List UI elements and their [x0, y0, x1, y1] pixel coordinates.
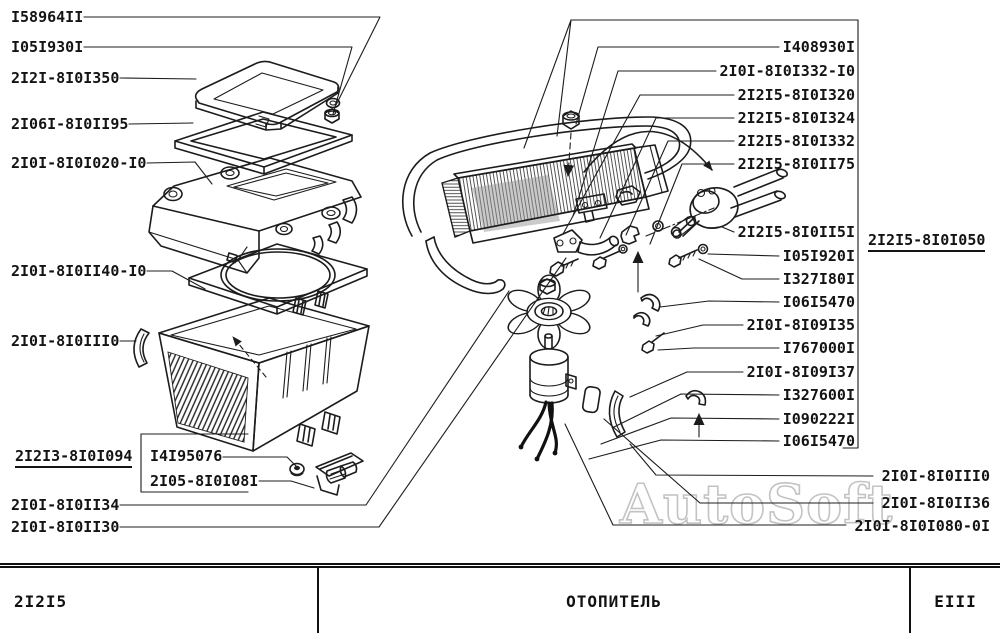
part-number-label: 2I0I-8I09I37	[746, 363, 855, 381]
handle-left	[134, 329, 149, 367]
part-number-label: 2I06I-8I0II95	[11, 115, 129, 133]
part-number-label: I05I930I	[11, 38, 84, 56]
part-number-label: 2I0I-8I0II40-I0	[11, 262, 147, 280]
part-number-label: I327600I	[782, 386, 855, 404]
assembly-number-right: 2I2I5-8I0I050	[868, 231, 985, 252]
upper-housing	[149, 158, 361, 273]
motor-pad	[582, 386, 601, 413]
section-title: ОТОПИТЕЛЬ	[566, 592, 662, 611]
part-number-label: 2I0I-8I0I020-I0	[11, 154, 147, 172]
part-number-label: 2I05-8I0I08I	[150, 472, 259, 490]
part-number-label: I327I80I	[782, 270, 855, 288]
page-code: EIII	[934, 592, 977, 611]
part-number-label: 2I0I-8I0I332-I0	[719, 62, 855, 80]
watermark-text: AutoSoft	[620, 472, 894, 536]
part-number-label: I090222I	[782, 410, 855, 428]
fan-motor	[519, 334, 576, 461]
assembly-number-left: 2I2I3-8I0I094	[15, 447, 132, 468]
part-number-label: I58964II	[11, 8, 84, 26]
resistor	[316, 453, 363, 495]
part-number-label: I06I5470	[782, 432, 855, 450]
part-number-label: 2I0I-8I0I080-0I	[854, 517, 990, 535]
cover-gasket	[175, 112, 352, 174]
part-number-label: 2I0I-8I0III0	[11, 332, 120, 350]
part-number-label: 2I0I-8I0II34	[11, 496, 120, 514]
part-number-label: 2I2I5-8I0II5I	[737, 223, 855, 241]
part-number-label: I767000I	[782, 339, 855, 357]
part-number-label: 2I0I-8I0II36	[881, 494, 990, 512]
part-number-label: 2I2I5-8I0I320	[737, 86, 855, 104]
outlet-elbow-and-hardware	[550, 208, 714, 405]
model-code: 2I2I5	[14, 592, 68, 611]
part-number-label: 2I2I-8I0I350	[11, 69, 120, 87]
part-number-label: 2I0I-8I0III0	[881, 467, 990, 485]
part-number-label: I05I920I	[782, 247, 855, 265]
part-number-label: 2I2I5-8I0I324	[737, 109, 855, 127]
heater-radiator	[442, 144, 668, 243]
part-number-label: 2I2I5-8I0I332	[737, 132, 855, 150]
part-number-label: 2I2I5-8I0II75	[737, 155, 855, 173]
lower-housing	[159, 298, 369, 451]
part-number-label: I408930I	[782, 38, 855, 56]
grommet	[290, 464, 304, 476]
part-number-label: I4I95076	[150, 447, 223, 465]
part-number-label: 2I0I-8I0II30	[11, 518, 120, 536]
fan-hole-plate	[189, 244, 367, 315]
part-number-label: I06I5470	[782, 293, 855, 311]
part-number-label: 2I0I-8I09I35	[746, 316, 855, 334]
